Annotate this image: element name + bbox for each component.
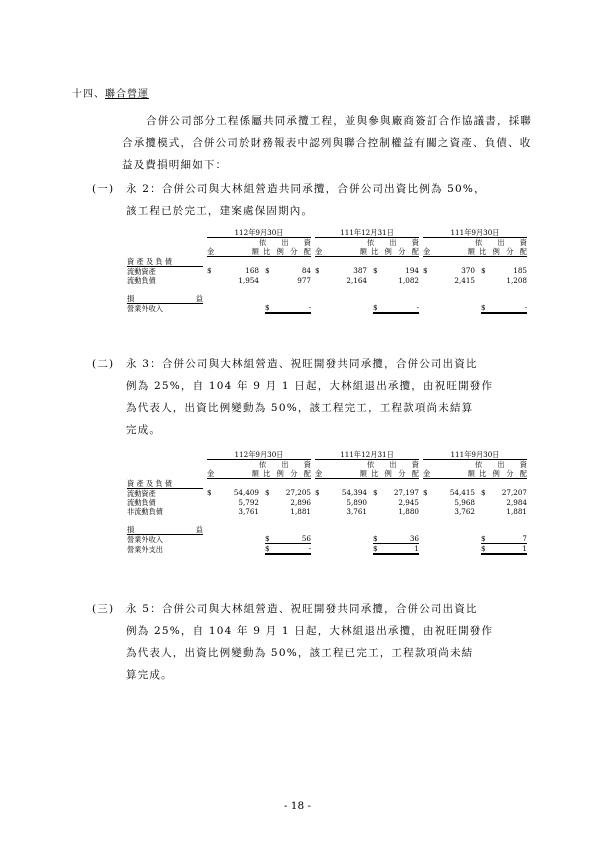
item-line: 例為 25%，自 104 年 9 月 1 日起，大林組退出承攬，由祝旺開發作 [126, 625, 494, 637]
page-number: - 18 - [283, 800, 312, 812]
item-line: 算完成。 [126, 669, 173, 681]
table-row: 流動負債 1,954 977 2,164 1,082 2,415 1,208 [127, 275, 527, 285]
pct-header-top: 依 出 資 [367, 238, 419, 247]
financial-table-1 [127, 228, 527, 314]
column-date: 112年9月30日 [207, 228, 311, 238]
item-text [126, 598, 493, 686]
pct-header-top: 依 出 資 [259, 460, 311, 469]
table-row: 營業外收入 $ 56 $ 36 $ 7 [127, 534, 527, 544]
table-row: 流動資產 $ 54,409 $ 27,205 $ 54,394 $ 27,197 $ 54,415 $ 27,207 [127, 488, 527, 498]
column-date: 112年9月30日 [207, 450, 311, 460]
pct-header-top: 依 出 資 [259, 238, 311, 247]
assets-liabilities-label: 資 產 及 負 債 [127, 479, 203, 489]
pct-header-bottom: 比 例 分 配 [479, 247, 527, 256]
profit-loss-label: 損 益 [127, 524, 203, 534]
amount-header: 金 額 [207, 247, 259, 256]
item-line: 該工程已於完工，建案處保固期內。 [126, 205, 314, 217]
section-number: 十四、 [72, 89, 105, 100]
item-line: 永 5：合併公司與大林組營造、祝旺開發共同承攬，合併公司出資比 [126, 603, 478, 615]
column-date: 111年12月31日 [315, 450, 419, 460]
profit-loss-label: 損 益 [127, 293, 203, 303]
item-line: 例為 25%，自 104 年 9 月 1 日起，大林組退出承攬，由祝旺開發作 [126, 380, 494, 392]
amount-header: 金 額 [423, 247, 475, 256]
item-label: (一) [92, 183, 115, 195]
item-1 [92, 178, 552, 222]
item-line: 永 2：合併公司與大林組營造共同承攬，合併公司出資比例為 50%， [126, 183, 486, 195]
amount-header: 金 額 [315, 247, 367, 256]
section-heading [72, 85, 149, 100]
table-row: 流動資產 $ 168 $ 84 $ 387 $ 194 $ 370 $ 185 [127, 266, 527, 276]
pct-header-top: 依 出 資 [475, 460, 527, 469]
pct-header-top: 依 出 資 [475, 238, 527, 247]
column-date: 111年9月30日 [423, 450, 527, 460]
financial-table-2 [127, 450, 527, 555]
amount-header: 金 額 [315, 469, 367, 478]
table-row: 營業外支出 $ - $ 1 $ 1 [127, 544, 527, 554]
pct-header-bottom: 比 例 分 配 [479, 469, 527, 478]
table-row: 營業外收入 $ - $ - $ - [127, 303, 527, 314]
pct-header-top: 依 出 資 [367, 460, 419, 469]
item-2 [92, 353, 552, 441]
table-row: 非流動負債 3,761 1,881 3,761 1,880 3,762 1,881 [127, 506, 527, 516]
item-3 [92, 598, 552, 686]
item-label: (二) [92, 358, 115, 370]
assets-liabilities-label: 資 產 及 負 債 [127, 257, 203, 267]
pct-header-bottom: 比 例 分 配 [371, 247, 419, 256]
item-label: (三) [92, 603, 115, 615]
intro-paragraph: 合併公司部分工程係屬共同承攬工程，並與參與廠商簽訂合作協議書，採聯合承攬模式，合併公司於財務報表中認列與聯合控制權益有關之資產、負債、收益及費損明細如下： [122, 115, 533, 171]
item-text [126, 353, 493, 441]
table-row: 流動負債 5,792 2,896 5,890 2,945 5,968 2,984 [127, 497, 527, 507]
pct-header-bottom: 比 例 分 配 [371, 469, 419, 478]
amount-header: 金 額 [423, 469, 475, 478]
item-line: 為代表人，出資比例變動為 50%，該工程完工，工程款項尚未結算 [126, 402, 474, 414]
item-line: 為代表人，出資比例變動為 50%，該工程已完工，工程款項尚未結 [126, 647, 474, 659]
section-title: 聯合營運 [105, 89, 149, 100]
item-line: 永 3：合併公司與大林組營造、祝旺開發共同承攬，合併公司出資比 [126, 358, 478, 370]
item-line: 完成。 [126, 424, 162, 436]
column-date: 111年9月30日 [423, 228, 527, 238]
item-text [126, 178, 486, 222]
column-date: 111年12月31日 [315, 228, 419, 238]
amount-header: 金 額 [207, 469, 259, 478]
pct-header-bottom: 比 例 分 配 [263, 247, 311, 256]
pct-header-bottom: 比 例 分 配 [263, 469, 311, 478]
